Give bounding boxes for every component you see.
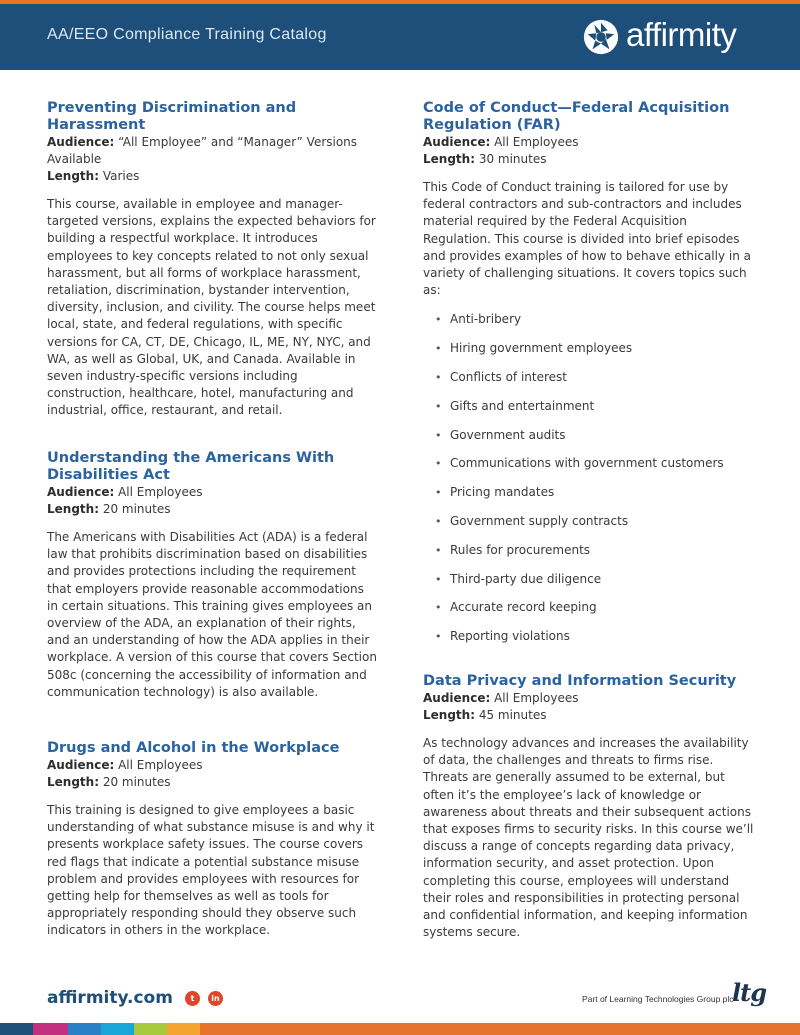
topics-list <box>423 311 758 657</box>
course-far <box>423 100 758 673</box>
color-segment <box>134 1023 167 1035</box>
course-title: Drugs and Alcohol in the Workplace <box>47 740 340 756</box>
list-item: • Pricing mandates <box>423 484 758 513</box>
list-item: • Hiring government employees <box>423 340 758 369</box>
ltg-logo: ltg <box>732 978 766 1007</box>
course-description: The Americans with Disabilities Act (ADA) is a federal law that prohibits discrimination based on disabilities and provides protections including the requirement that employers provide reasonable accommodations in certain situations. This training gives employees an overview of the ADA, an explanation of their rights, and an understanding of how the ADA applies in their workplace. A version of this course that covers Section 508c (concerning the accessibility of information and communication technology) is also available. <box>47 530 377 699</box>
course-harassment <box>47 100 377 450</box>
linkedin-icon[interactable]: in <box>208 991 223 1006</box>
footer-color-bar <box>0 1023 800 1035</box>
right-column <box>423 100 758 941</box>
list-item: • Accurate record keeping <box>423 599 758 628</box>
list-item: • Government audits <box>423 427 758 456</box>
course-data-privacy <box>423 673 758 941</box>
course-length: Length: 45 minutes <box>423 708 547 722</box>
list-item: • Government supply contracts <box>423 513 758 542</box>
course-drugs-alcohol <box>47 740 377 940</box>
ltg-tagline: Part of Learning Technologies Group plc <box>582 994 734 1004</box>
course-description: This course, available in employee and manager-targeted versions, explains the expected behaviors for building a respectful workplace. It introduces employees to key concepts related to not only sexual harassment, but all forms of workplace harassment, retaliation, discrimination, bystander intervention, diversity, inclusion, and civility. The course helps meet local, state, and federal regulations, with specific versions for CA, CT, DE, Chicago, IL, ME, NY, NYC, and WA, as well as Global, UK, and Canada. Available in seven industry-specific versions including construction, healthcare, hotel, manufacturing and industrial, office, restaurant, and retail. <box>47 197 376 418</box>
course-description: As technology advances and increases the availability of data, the challenges and threats to firms rise. Threats are generally assumed to be external, but often it’s the employee’s lack of knowledge or awareness about threats and their subsequent actions that exposes firms to security risks. In this course we’ll discuss a range of concepts regarding data privacy, information security, and asset protection. Upon completing this course, employees will understand their roles and responsibilities in protecting personal and confidential information, and keeping information systems secure. <box>423 736 754 940</box>
list-item: • Conflicts of interest <box>423 369 758 398</box>
color-segment <box>33 1023 68 1035</box>
course-title: Understanding the Americans With Disabilities Act <box>47 450 335 483</box>
list-item: • Rules for procurements <box>423 542 758 571</box>
list-item: • Communications with government customers <box>423 455 758 484</box>
course-ada <box>47 450 377 740</box>
color-segment <box>167 1023 200 1035</box>
course-title: Code of Conduct—Federal Acquisition Regulation (FAR) <box>423 100 730 133</box>
course-audience: Audience: All Employees <box>423 135 579 149</box>
course-audience: Audience: “All Employee” and “Manager” Versions Available <box>47 135 358 166</box>
course-audience: Audience: All Employees <box>47 485 203 499</box>
left-column <box>47 100 377 940</box>
color-segment <box>0 1023 33 1035</box>
list-item: • Reporting violations <box>423 628 758 657</box>
course-length: Length: 20 minutes <box>47 775 171 789</box>
course-audience: Audience: All Employees <box>47 758 203 772</box>
color-segment <box>68 1023 101 1035</box>
website-link[interactable]: affirmity.com <box>47 988 173 1008</box>
course-length: Length: 20 minutes <box>47 502 171 516</box>
color-segment <box>101 1023 134 1035</box>
catalog-title: AA/EEO Compliance Training Catalog <box>47 26 327 43</box>
course-description: This Code of Conduct training is tailored for use by federal contractors and sub-contractors and includes material required by the Federal Acquisition Regulation. This course is divided into brief episodes and provides examples of how to behave ethically in a variety of challenging situations. It covers topics such as: <box>423 180 751 298</box>
affirmity-logo <box>582 16 772 60</box>
list-item: • Gifts and entertainment <box>423 398 758 427</box>
logo-wordmark: affirmity <box>626 16 737 53</box>
color-segment <box>200 1023 800 1035</box>
list-item: • Anti-bribery <box>423 311 758 340</box>
affirmity-aperture-icon <box>582 18 620 56</box>
course-audience: Audience: All Employees <box>423 691 579 705</box>
list-item: • Third-party due diligence <box>423 571 758 600</box>
page-header <box>0 4 800 70</box>
course-description: This training is designed to give employees a basic understanding of what substance misuse is and why it presents workplace safety issues. The course covers red flags that indicate a potential substance misuse problem and provides employees with resources for getting help for themselves as well as tools for appropriately responding should they observe such indicators in others in the workplace. <box>47 803 375 938</box>
course-title: Data Privacy and Information Security <box>423 673 737 689</box>
course-length: Length: Varies <box>47 169 140 183</box>
course-title: Preventing Discrimination and Harassment <box>47 100 297 133</box>
course-length: Length: 30 minutes <box>423 152 547 166</box>
twitter-icon[interactable]: t <box>185 991 200 1006</box>
